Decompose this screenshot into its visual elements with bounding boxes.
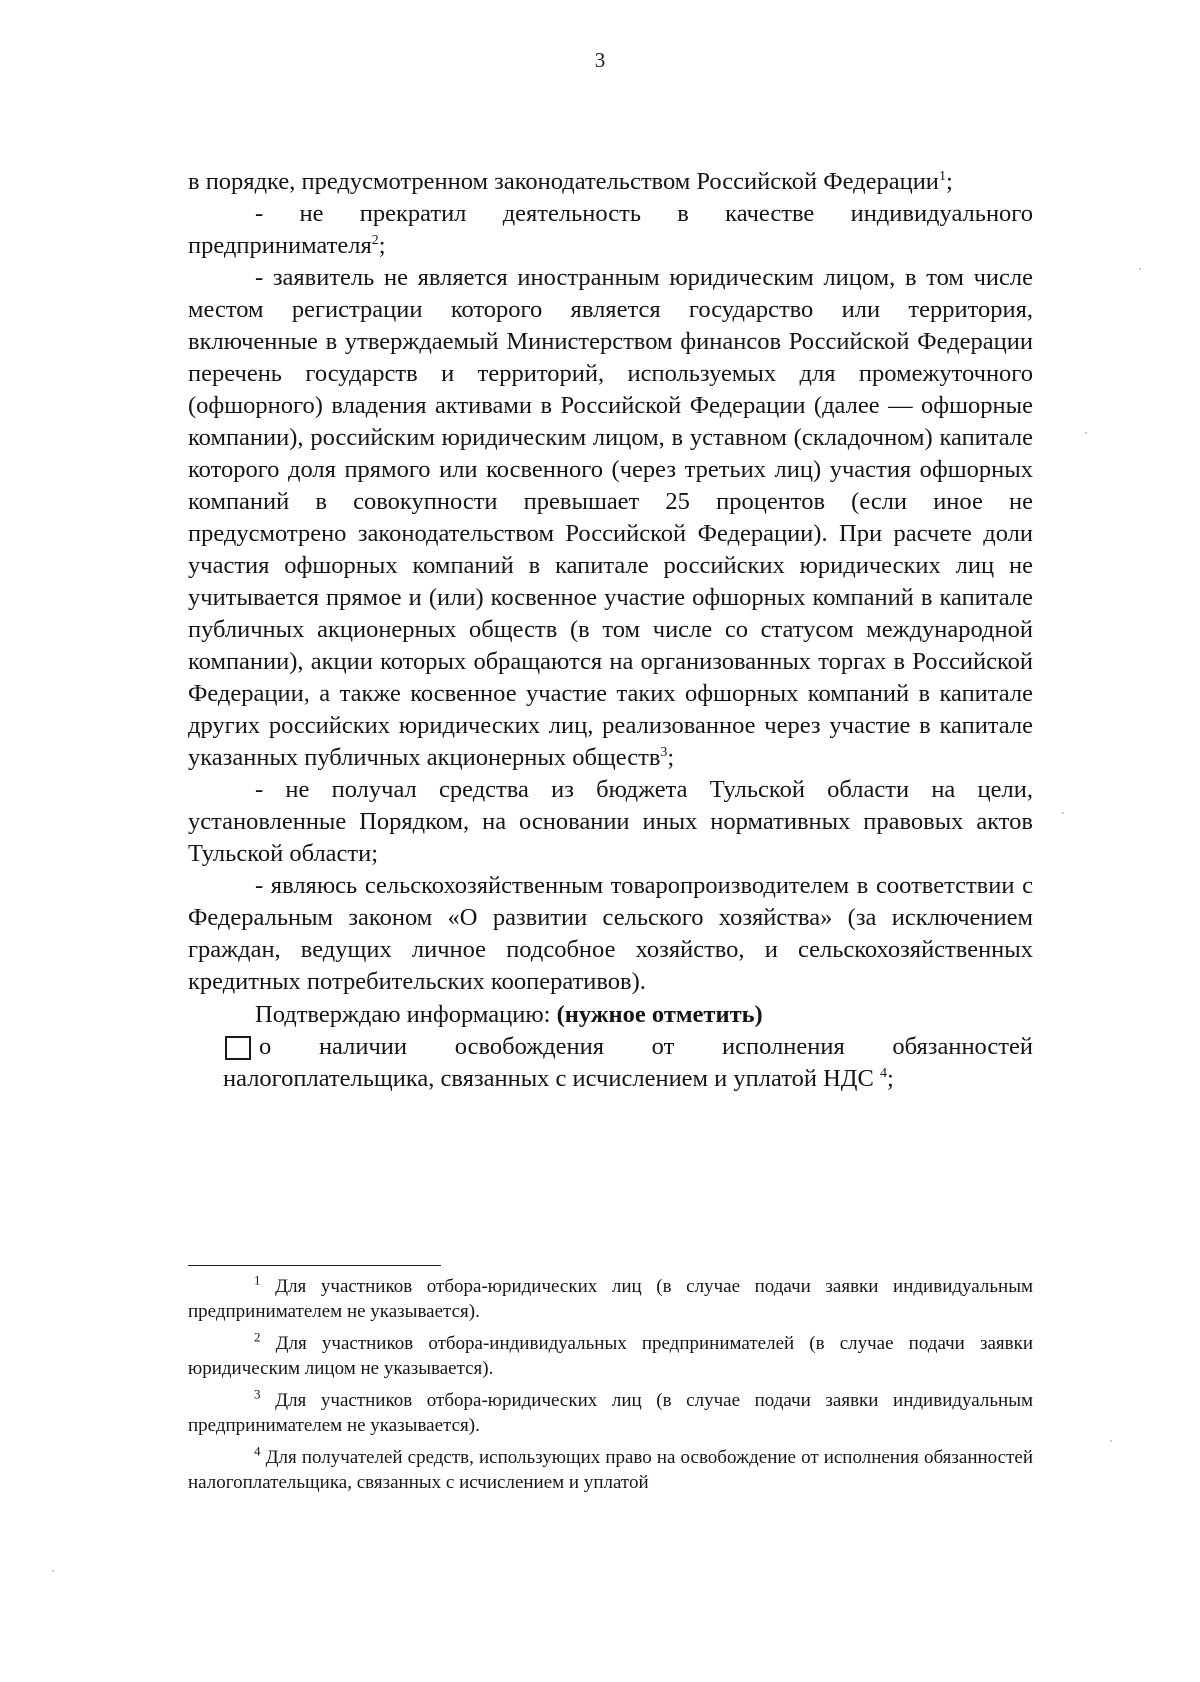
scan-speck [1085, 432, 1087, 434]
footnote-text: Для участников отбора-индивидуальных предпринимателей (в случае подачи заявки юридическим лицом не указывается). [188, 1333, 1033, 1379]
paragraph-text: - не прекратил деятельность в качестве индивидуального предпринимателя [188, 200, 1033, 259]
footnotes [188, 1274, 1033, 1502]
paragraph-1 [188, 166, 1033, 198]
paragraph-4: - не получал средства из бюджета Тульской области на цели, установленные Порядком, на основании иных нормативных правовых актов Тульской области; [188, 776, 1033, 867]
page-number: 3 [594, 48, 606, 72]
footnote-1 [188, 1274, 1033, 1324]
footnote-text: Для участников отбора-юридических лиц (в случае подачи заявки индивидуальным предпринимателем не указывается). [188, 1390, 1033, 1436]
footnote-ref: 3 [660, 744, 668, 760]
vat-exemption-option [188, 1031, 1033, 1095]
paragraph-text-end: ; [667, 744, 675, 771]
footnote-mark: 4 [254, 1443, 261, 1459]
footnote-2 [188, 1331, 1033, 1381]
paragraph-text-end: ; [378, 232, 386, 259]
option-text [223, 1031, 1033, 1095]
footnote-mark: 1 [254, 1272, 261, 1288]
confirm-instruction: (нужное отметить) [556, 1001, 763, 1028]
paragraph-text: в порядке, предусмотренном законодательством Российской Федерации [188, 168, 939, 195]
option-label: о наличии освобождения от исполнения обязанностей налогоплательщика, связанных с исчислением и уплатой НДС [223, 1033, 1033, 1092]
footnote-4 [188, 1445, 1033, 1495]
footnote-3 [188, 1388, 1033, 1438]
paragraph-3 [188, 262, 1033, 774]
scan-speck [1110, 1440, 1112, 1442]
footnote-ref: 4 [880, 1065, 887, 1081]
paragraph-text-end: ; [945, 168, 953, 195]
paragraph-text: - заявитель не является иностранным юридическим лицом, в том числе местом регистрации которого является государство или территория, включенные в утверждаемый Министерством финансов Российской Федерации перечень государств и территорий, используемых для промежуточного (офшорного) владения активами в Российской Федерации (далее — офшорные компании), российским юридическим лицом, в уставном (складочном) капитале которого доля прямого или косвенного (через третьих лиц) участия офшорных компаний в совокупности превышает 25 процентов (если иное не предусмотрено законодательством Российской Федерации). При расчете доли участия офшорных компаний в капитале российских юридических лиц не учитывается прямое и (или) косвенное участие офшорных компаний в капитале публичных акционерных обществ (в том числе со статусом международной компании), акции которых обращаются на организованных торгах в Российской Федерации, а также косвенное участие таких офшорных компаний в капитале других российских юридических лиц, реализованное через участие в капитале указанных публичных акционерных обществ [188, 264, 1033, 771]
footnote-text: Для получателей средств, использующих право на освобождение от исполнения обязанностей налогоплательщика, связанных с исчислением и уплатой [188, 1447, 1033, 1493]
footnote-ref: 1 [938, 168, 946, 184]
footnote-separator [188, 1265, 441, 1266]
vat-exemption-checkbox[interactable] [225, 1036, 251, 1060]
scan-speck [1139, 268, 1141, 270]
footnote-ref: 2 [371, 232, 379, 248]
scan-speck [1062, 812, 1064, 814]
scan-speck [52, 1570, 54, 1572]
paragraph-2 [188, 198, 1033, 262]
confirm-lead: Подтверждаю информацию: [255, 1001, 557, 1028]
document-body [188, 166, 1033, 1095]
footnote-text: Для участников отбора-юридических лиц (в случае подачи заявки индивидуальным предпринимателем не указывается). [188, 1276, 1033, 1322]
confirm-heading [188, 999, 1033, 1031]
footnote-mark: 2 [254, 1329, 261, 1345]
option-label-end: ; [887, 1065, 894, 1092]
paragraph-5: - являюсь сельскохозяйственным товаропроизводителем в соответствии с Федеральным законом «О развитии сельского хозяйства» (за исключением граждан, ведущих личное подсобное хозяйство, и сельскохозяйственных кредитных потребительских кооперативов). [188, 872, 1033, 995]
footnote-mark: 3 [254, 1386, 261, 1402]
